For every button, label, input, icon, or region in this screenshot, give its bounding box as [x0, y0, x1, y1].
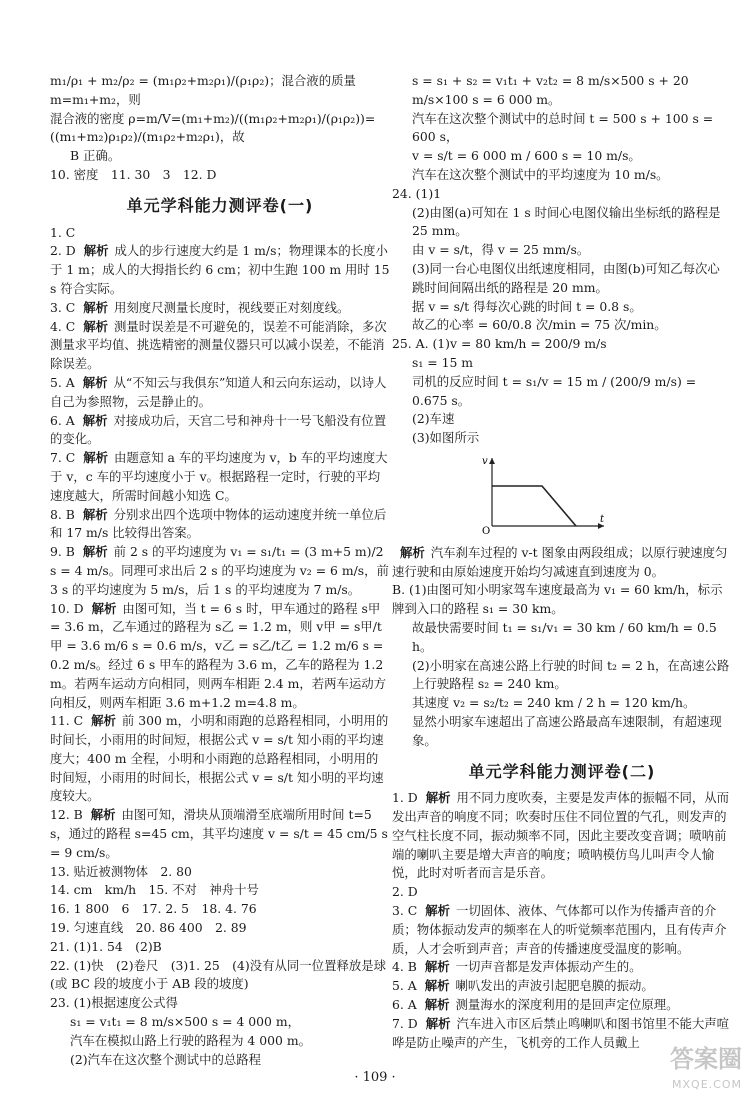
- answer-number: 7. C: [50, 450, 76, 466]
- answer-item: [50, 449, 390, 505]
- v-axis-arrow: [489, 458, 495, 464]
- analysis-text: 由图可知，滑块从顶端滑至底端所用时间 t=5 s，通过的路程 s=45 cm，其平均速度 v = s/t = 45 cm/5 s = 9 cm/s。: [50, 807, 388, 860]
- t-axis-label: t: [600, 513, 605, 525]
- answer-number: 5. A: [50, 374, 75, 390]
- analysis-tag: 解析: [424, 959, 450, 975]
- text-line: 10. 密度 11. 30 3 12. D: [50, 166, 217, 182]
- answer-item: 2. D: [392, 884, 418, 900]
- analysis-text: 用刻度尺测量长度时，视线要正对刻度线。: [114, 299, 350, 315]
- analysis-text: 喇叭发出的声波引起肥皂膜的振动。: [455, 978, 654, 994]
- analysis-text: 汽车进入市区后禁止鸣喇叭和图书馆里不能大声喧哗是防止噪声的产生，飞机旁的工作人员戴上: [392, 1015, 730, 1050]
- answer-number: 6. A: [392, 997, 417, 1013]
- text-line: s₁ = 15 m: [412, 354, 474, 370]
- answer-item: [50, 506, 390, 544]
- text-line: 汽车在这次整个测试中的总时间 t = 500 s + 100 s = 600 s，: [412, 110, 714, 145]
- text-line: s₁ = v₁t₁ = 8 m/s×500 s = 4 000 m，: [70, 1014, 301, 1030]
- answer-item: [392, 996, 732, 1015]
- analysis-tag: 解析: [82, 544, 108, 560]
- text-line: m₁/ρ₁ + m₂/ρ₂ = (m₁ρ₂+m₂ρ₁)/(ρ₁ρ₂)；混合液的质量 m=m₁+m₂，则: [50, 73, 356, 107]
- text-line: B 正确。: [70, 148, 121, 164]
- answer-number: 9. B: [50, 544, 75, 560]
- answer-number: 6. A: [50, 412, 75, 428]
- analysis-tag: 解析: [82, 374, 108, 390]
- analysis-tag: 解析: [91, 600, 117, 616]
- answer-item: [50, 600, 390, 713]
- answer-item: [392, 789, 732, 883]
- analysis-text: 对接成功后，天宫二号和神舟十一号飞船没有位置的变化。: [50, 412, 387, 447]
- analysis-text: 汽车刹车过程的 v-t 图象由两段组成；以原行驶速度匀速行驶和由原始速度开始均匀减速直到速度为 0。: [392, 544, 728, 579]
- text-line: (2)汽车在这次整个测试中的总路程: [70, 1051, 262, 1067]
- analysis-text: 一切声音都是发声体振动产生的。: [455, 959, 642, 975]
- text-line: 故最快需要时间 t₁ = s₁/v₁ = 30 km / 60 km/h = 0.5 h。: [412, 619, 717, 654]
- answer-number: 4. B: [392, 959, 417, 975]
- analysis-text: 从“不知云与我俱东”知道人和云向东运动，以诗人自己为参照物，云是静止的。: [50, 374, 387, 409]
- text-line: 由 v = s/t，得 v = 25 mm/s。: [412, 242, 590, 258]
- watermark-top: 答案圈: [670, 1045, 742, 1073]
- text-line: 汽车在这次整个测试中的平均速度为 10 m/s。: [412, 166, 669, 182]
- answer-number: 7. D: [392, 1015, 418, 1031]
- answer-item: B. (1)由图可知小明家驾车速度最高为 v₁ = 60 km/h，标示牌到入口的路程 s₁ = 30 km。: [392, 582, 723, 617]
- text-line: v = s/t = 6 000 m / 600 s = 10 m/s。: [412, 148, 641, 164]
- answer-item: [392, 977, 732, 996]
- answer-item: [50, 374, 390, 412]
- answer-item: [50, 242, 390, 298]
- answer-number: 2. D: [50, 243, 76, 259]
- analysis-text: 前 300 m，小明和雨跑的总路程相同，小明用的时间长，小雨用的时间短，根据公式 v = s/t 知小雨的平均速度大；400 m 全程，小明和小雨跑的总路程相同，小明用的时间短，小雨用的时间长，根据公式 v = s/t 知小明的平均速度较大。: [50, 713, 389, 804]
- answer-number: 5. A: [392, 978, 417, 994]
- analysis-text: 测量时误差是不可避免的，误差不可能消除，多次测量求平均值、挑选精密的测量仪器只可以减小误差，不能消除误差。: [50, 318, 387, 372]
- analysis-text: 一切固体、液体、气体都可以作为传播声音的介质；物体振动发声的频率在人的听觉频率范围内，且有传声介质，人才会听到声音；声音的传播速度受温度的影响。: [392, 903, 727, 956]
- answer-item: [392, 544, 732, 582]
- analysis-text: 由图可知，当 t = 6 s 时，甲车通过的路程 s甲 = 3.6 m，乙车通过的路程为 s乙 = 1.2 m，则 v甲 = s甲/t甲 = 3.6 m/6 s = 0.6 m/s，v乙 = s乙/t乙 = 1.2 m/6 s = 0.2 m/s。经过 6 s 甲车的路程为 3.6 m，乙车的路程为 1.2 m。若两车运动方向相同，则两车相距 2.4 m，若两车运动方向相反，则两车相距 3.6 m+1.2 m=4.8 m。: [50, 600, 387, 710]
- answer-item: 23. (1)根据速度公式得: [50, 995, 178, 1011]
- text-line: (2)由图(a)可知在 1 s 时间心电图仪输出坐标纸的路程是 25 mm。: [412, 204, 721, 239]
- analysis-text: 由题意知 a 车的平均速度为 v，b 车的平均速度大于 v，c 车的平均速度小于 v。根据路程一定时，行驶的平均速度越大，所需时间越小知选 C。: [50, 450, 388, 503]
- answer-item: [50, 543, 390, 599]
- left-column: [50, 72, 390, 1069]
- right-column: [392, 72, 732, 1052]
- analysis-tag: 解析: [83, 318, 109, 334]
- analysis-tag: 解析: [83, 450, 109, 466]
- analysis-tag: 解析: [82, 412, 108, 428]
- answer-number: 3. C: [392, 903, 418, 919]
- text-line: 其速度 v₂ = s₂/t₂ = 240 km / 2 h = 120 km/h。: [412, 695, 696, 711]
- analysis-text: 测量海水的深度利用的是回声定位原理。: [455, 997, 679, 1013]
- analysis-text: 前 2 s 的平均速度为 v₁ = s₁/t₁ = (3 m+5 m)/2 s = 4 m/s。同理可求出后 2 s 的平均速度为 v₂ = 6 m/s，前 3 s 的平均速度为 5 m/s，后 1 s 的平均速度为 7 m/s。: [50, 544, 389, 597]
- v-axis-label: v: [482, 455, 488, 467]
- answer-item: [50, 318, 390, 374]
- velocity-curve: [492, 486, 576, 526]
- answer-number: 10. D: [50, 600, 84, 616]
- v-t-graph: [480, 452, 610, 534]
- answer-number: 12. B: [50, 807, 83, 823]
- text-line: (2)车速: [412, 411, 455, 427]
- text-line: 故乙的心率 = 60/0.8 次/min = 75 次/min。: [412, 317, 667, 333]
- answer-item: [50, 299, 390, 318]
- analysis-text: 分别求出四个选项中物体的运动速度并统一单位后和 17 m/s 比较得出答案。: [50, 506, 387, 541]
- analysis-tag: 解析: [83, 243, 109, 259]
- origin-label: O: [482, 525, 491, 534]
- text-line: 据 v = s/t 得每次心跳的时间 t = 0.8 s。: [412, 298, 642, 314]
- analysis-tag: 解析: [425, 1015, 451, 1031]
- answer-item: [392, 902, 732, 958]
- page-number: · 109 ·: [354, 1070, 396, 1085]
- answer-item: [50, 412, 390, 450]
- answer-item: [50, 806, 390, 862]
- watermark-logo: [670, 1046, 742, 1098]
- text-line: (2)小明家在高速公路上行驶的时间 t₂ = 2 h，在高速公路上行驶路程 s₂ = 240 km。: [412, 657, 730, 692]
- answer-number: 8. B: [50, 506, 75, 522]
- answer-number: 11. C: [50, 713, 84, 729]
- text-line: 显然小明家车速超出了高速公路最高车速限制，有超速现象。: [412, 713, 722, 748]
- answer-item: 21. (1)1. 54 (2)B: [50, 938, 162, 954]
- answer-item: [392, 958, 732, 977]
- analysis-text: 用不同力度吹奏，主要是发声体的振幅不同，从而发出声音的响度不同；吹奏时压住不同位置的气孔，则发声的空气柱长度不同，振动频率不同，因此主要改变音调；喷呐前端的喇叭主要是增大声音的响度；喷呐模仿鸟儿叫声令人愉悦，此时对听者而言是乐音。: [392, 790, 730, 881]
- answer-number: 1. D: [392, 790, 418, 806]
- analysis-tag: 解析: [425, 790, 451, 806]
- analysis-tag: 解析: [400, 544, 425, 560]
- answer-item: 1. C: [50, 224, 76, 240]
- text-line: 混合液的密度 ρ=m/V=(m₁+m₂)/((m₁ρ₂+m₂ρ₁)/(ρ₁ρ₂))=((m₁+m₂)ρ₁ρ₂)/(m₁ρ₂+m₂ρ₁)，故: [50, 110, 376, 145]
- analysis-tag: 解析: [424, 997, 450, 1013]
- watermark-bottom: MXQE.COM: [672, 1078, 742, 1091]
- analysis-tag: 解析: [91, 713, 116, 729]
- analysis-tag: 解析: [90, 807, 116, 823]
- answer-item: [50, 712, 390, 806]
- answer-item: 13. 贴近被测物体 2. 80: [50, 863, 192, 879]
- analysis-tag: 解析: [425, 903, 451, 919]
- text-line: s = s₁ + s₂ = v₁t₁ + v₂t₂ = 8 m/s×500 s + 20 m/s×100 s = 6 000 m。: [412, 73, 689, 107]
- text-line: (3)同一台心电图仪出纸速度相同，由图(b)可知乙每次心跳时间间隔出纸的路程是 20 mm。: [412, 260, 720, 295]
- answer-number: 3. C: [50, 299, 76, 315]
- text-line: 汽车在模拟山路上行驶的路程为 4 000 m。: [70, 1032, 311, 1048]
- answer-number: 4. C: [50, 318, 76, 334]
- section-title-2: 单元学科能力测评卷(二): [468, 761, 656, 781]
- answer-item: 16. 1 800 6 17. 2. 5 18. 4. 76: [50, 901, 257, 917]
- analysis-tag: 解析: [83, 299, 109, 315]
- text-line: (3)如图所示: [412, 430, 480, 446]
- answer-item: 14. cm km/h 15. 不对 神舟十号: [50, 882, 259, 898]
- answer-item: 22. (1)快 (2)卷尺 (3)1. 25 (4)没有从同一位置释放是球(或 BC 段的坡度小于 AB 段的坡度): [50, 957, 387, 992]
- text-line: 司机的反应时间 t = s₁/v = 15 m / (200/9 m/s) = 0.675 s。: [412, 373, 697, 408]
- analysis-tag: 解析: [424, 978, 450, 994]
- analysis-tag: 解析: [82, 506, 108, 522]
- answer-item: 24. (1)1: [392, 185, 442, 201]
- analysis-text: 成人的步行速度大约是 1 m/s；物理课本的长度小于 1 m；成人的大拇指长约 6 cm；初中生跑 100 m 用时 15 s 符合实际。: [50, 243, 390, 296]
- answer-item: 19. 匀速直线 20. 86 400 2. 89: [50, 920, 247, 936]
- answer-item: 25. A. (1)v = 80 km/h = 200/9 m/s: [392, 336, 607, 352]
- section-title-1: 单元学科能力测评卷(一): [126, 195, 314, 215]
